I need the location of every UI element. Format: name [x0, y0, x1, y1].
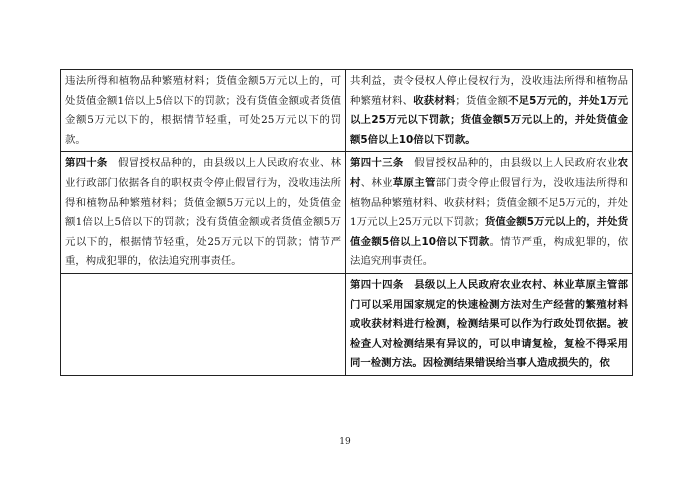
table-cell-left	[61, 70, 346, 152]
cell-text: 部门责令停止假冒行为，没收违法所得和植物品种繁殖材料、收获材料；货值金额不足5万元的，并处1万元以上25万元以下罚款；	[350, 176, 629, 229]
cell-text-emphasis: 收获材料	[413, 94, 456, 107]
table-cell-left-empty	[61, 273, 346, 375]
cell-text: 违法所得和植物品种繁殖材料；货值金额5万元以上的，可处货值金额1倍以上5倍以下的罚款；没有货值金额或者货值金额5万元以下的，根据情节轻重，可处25万元以下的罚款。	[65, 75, 341, 146]
page-number: 19	[339, 437, 351, 447]
table-row	[61, 273, 633, 375]
cell-text-emphasis: 农村	[350, 157, 629, 189]
cell-text-emphasis: 货值金额5万元以上的，并处货值金额5倍以上10倍以下罚款	[350, 216, 628, 248]
table-cell-right	[346, 273, 633, 375]
table-cell-right	[346, 152, 633, 274]
table-cell-left	[61, 152, 346, 274]
article-heading: 第四十条	[65, 157, 108, 170]
cell-text: 。情节严重，构成犯罪的，依法追究刑事责任。	[350, 235, 628, 268]
cell-text: 、林业	[360, 176, 393, 189]
article-heading: 第四十三条	[350, 157, 404, 170]
cell-text-emphasis: 草原主管	[392, 176, 436, 189]
cell-text-emphasis: 不足5万元的，并处1万元以上25万元以下罚款；货值金额5万元以上的，并处货值金额5倍以上10倍以下罚款。	[350, 94, 629, 146]
cell-text: 假冒授权品种的，由县级以上人民政府农业、林业行政部门依据各自的职权责令停止假冒行为，没收违法所得和植物品种繁殖材料；货值金额5万元以上的，处货值金额1倍以上5倍以下的罚款；没有货值金额或者货值金额5万元以下的，根据情节轻重，处25万元以下的罚款；情节严重，构成犯罪的，依法追究刑事责任。	[65, 157, 342, 268]
table-row	[61, 152, 633, 274]
cell-text-emphasis: 第四十四条 县级以上人民政府农业农村、林业草原主管部门可以采用国家规定的快速检测方法对生产经营的繁殖材料或收获材料进行检测，检测结果可以作为行政处罚依据。被检查人对检测结果有异议的，可以申请复检，复检不得采用同一检测方法。因检测结果错误给当事人造成损失的，依	[350, 278, 628, 370]
table-row	[61, 70, 633, 152]
cell-text: 假冒授权品种的，由县级以上人民政府农业	[403, 157, 618, 170]
cell-text: ；货值金额	[455, 94, 509, 107]
table-cell-right	[346, 70, 633, 152]
comparison-table	[60, 69, 633, 376]
cell-text: 共利益，责令侵权人停止侵权行为，没收违法所得和植物品种繁殖材料、	[350, 75, 628, 107]
